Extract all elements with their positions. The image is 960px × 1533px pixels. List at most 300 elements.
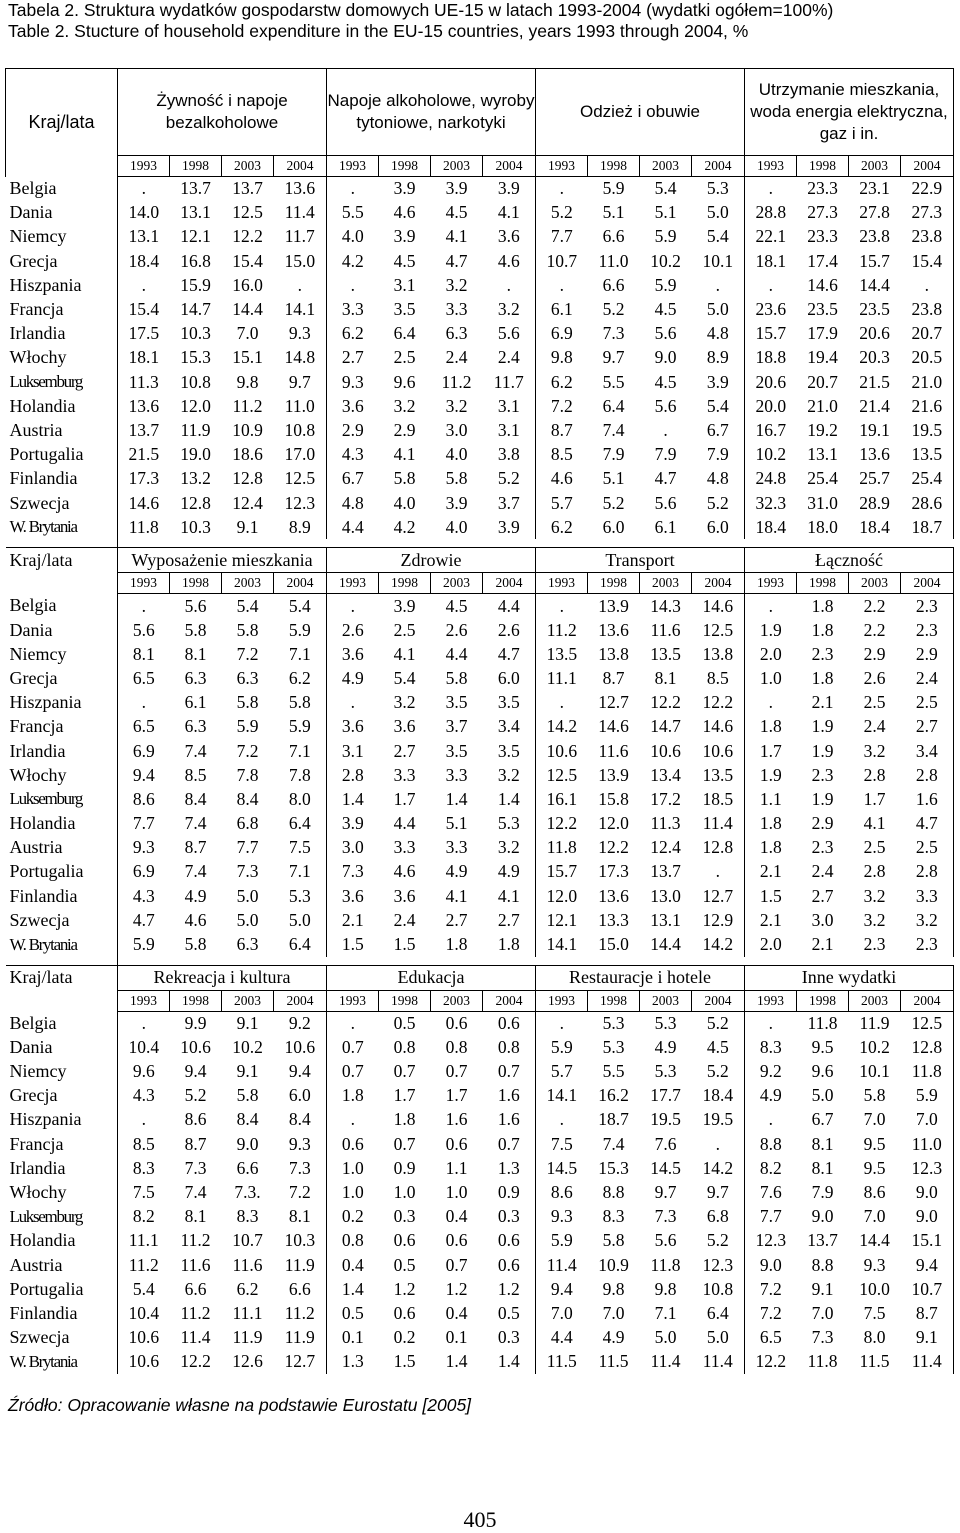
value-cell: 5.7	[550, 492, 573, 513]
category-header: Łączność	[745, 548, 954, 573]
value-cell: .	[350, 178, 355, 199]
table-row	[6, 1350, 954, 1374]
value-cell: 18.7	[598, 1109, 629, 1130]
value-cell: 9.3	[274, 1132, 327, 1156]
category-header: Edukacja	[327, 965, 536, 990]
value-cell: 5.9	[550, 1036, 573, 1057]
year-header: 1998	[588, 990, 640, 1011]
value-cell: 10.2	[859, 1036, 890, 1057]
value-cell: 2.4	[483, 346, 536, 370]
value-cell: 0.4	[445, 1206, 468, 1227]
year-header: 2004	[901, 990, 954, 1011]
value-cell: 14.1	[546, 1085, 578, 1106]
value-cell: 1.9	[811, 788, 834, 809]
value-cell: 11.6	[180, 1254, 211, 1275]
value-cell: 8.4	[236, 1109, 259, 1130]
value-cell: 2.3	[901, 932, 954, 956]
value-cell: 14.7	[180, 299, 211, 320]
value-cell: 11.2	[441, 371, 472, 392]
value-cell: 5.8	[393, 468, 416, 489]
value-cell: 8.2	[759, 1157, 782, 1178]
value-cell: 7.9	[692, 443, 745, 467]
value-cell: 12.2	[755, 1351, 787, 1372]
value-cell: 8.6	[132, 788, 155, 809]
value-cell: 5.6	[483, 322, 536, 346]
value-cell: 5.2	[483, 467, 536, 491]
year-header: 2004	[274, 156, 327, 177]
value-cell: 5.0	[654, 1327, 677, 1348]
value-cell: 17.3	[128, 468, 160, 489]
value-cell: 2.5	[863, 692, 886, 713]
value-cell: 11.0	[598, 250, 629, 271]
value-cell: 5.9	[236, 716, 259, 737]
value-cell: 11.1	[128, 1230, 159, 1251]
value-cell: 27.8	[859, 202, 890, 223]
value-cell: 6.4	[602, 395, 625, 416]
value-cell: 10.4	[128, 1302, 160, 1323]
value-cell: 8.5	[692, 666, 745, 690]
value-cell: 8.8	[811, 1254, 834, 1275]
value-cell: 15.1	[232, 347, 263, 368]
value-cell: .	[768, 178, 773, 199]
value-cell: 12.0	[598, 813, 629, 834]
value-cell: 14.6	[128, 492, 160, 513]
value-cell: 2.4	[863, 716, 886, 737]
value-cell: 4.5	[445, 595, 468, 616]
value-cell: 12.8	[901, 1035, 954, 1059]
value-cell: 7.3	[274, 1156, 327, 1180]
value-cell: 20.6	[859, 323, 890, 344]
value-cell: 5.4	[692, 394, 745, 418]
value-cell: 3.2	[393, 692, 416, 713]
value-cell: 5.3	[602, 1036, 625, 1057]
value-cell: 15.3	[180, 347, 211, 368]
value-cell: 0.7	[341, 1061, 364, 1082]
country-name: W. Brytania	[6, 515, 118, 539]
value-cell: 1.0	[341, 1182, 364, 1203]
table-row	[6, 1205, 954, 1229]
value-cell: .	[141, 692, 146, 713]
value-cell: 3.3	[393, 837, 416, 858]
value-cell: 3.1	[483, 394, 536, 418]
table-row	[6, 739, 954, 763]
country-name: Hiszpania	[6, 1108, 118, 1132]
value-cell: 2.7	[901, 715, 954, 739]
value-cell: 17.3	[598, 861, 629, 882]
value-cell: 5.2	[550, 202, 573, 223]
value-cell: 3.6	[393, 885, 416, 906]
value-cell: 5.6	[132, 619, 155, 640]
value-cell: 4.4	[393, 813, 416, 834]
country-name: W. Brytania	[6, 1350, 118, 1374]
value-cell: 11.4	[901, 1350, 954, 1374]
table-row	[6, 642, 954, 666]
value-cell: 25.7	[859, 468, 890, 489]
value-cell: 1.8	[341, 1085, 364, 1106]
value-cell: 18.0	[807, 516, 838, 537]
value-cell: 7.2	[274, 1180, 327, 1204]
value-cell: 6.4	[393, 323, 416, 344]
value-cell: 15.3	[598, 1157, 629, 1178]
value-cell: 7.9	[602, 444, 625, 465]
value-cell: 6.3	[184, 716, 207, 737]
country-name: Hiszpania	[6, 691, 118, 715]
country-name: Holandia	[6, 812, 118, 836]
value-cell: 20.3	[859, 347, 890, 368]
value-cell: 13.3	[598, 909, 629, 930]
value-cell: 17.5	[128, 323, 160, 344]
value-cell: .	[692, 1132, 745, 1156]
value-cell: 0.8	[483, 1035, 536, 1059]
value-cell: 19.0	[180, 444, 211, 465]
value-cell: 8.5	[184, 764, 207, 785]
value-cell: 5.8	[445, 468, 468, 489]
value-cell: 2.8	[901, 860, 954, 884]
value-cell: 21.5	[859, 371, 890, 392]
value-cell: 21.0	[807, 395, 838, 416]
table-row	[6, 491, 954, 515]
value-cell: 7.8	[236, 764, 259, 785]
country-name: Dania	[6, 201, 118, 225]
value-cell: 4.3	[132, 1085, 155, 1106]
value-cell: .	[663, 419, 668, 440]
value-cell: 1.7	[445, 1085, 468, 1106]
value-cell: 2.9	[811, 813, 834, 834]
table-row	[6, 297, 954, 321]
value-cell: 24.8	[755, 468, 787, 489]
value-cell: 18.1	[128, 347, 160, 368]
value-cell: 3.0	[811, 909, 834, 930]
value-cell: 18.4	[128, 250, 160, 271]
value-cell: 0.7	[341, 1036, 364, 1057]
table-row	[6, 1301, 954, 1325]
value-cell: 6.1	[654, 516, 677, 537]
value-cell: 12.2	[546, 813, 578, 834]
value-cell: 2.9	[341, 419, 364, 440]
value-cell: 0.5	[393, 1254, 416, 1275]
value-cell: 7.8	[274, 763, 327, 787]
table-row	[6, 225, 954, 249]
value-cell: 20.5	[901, 346, 954, 370]
value-cell: 3.2	[445, 274, 468, 295]
value-cell: 17.4	[807, 250, 838, 271]
value-cell: 5.4	[274, 594, 327, 618]
value-cell: 18.4	[692, 1084, 745, 1108]
gap-cell	[6, 539, 118, 548]
table-row	[6, 1132, 954, 1156]
value-cell: 9.0	[901, 1205, 954, 1229]
value-cell: 1.5	[393, 1351, 416, 1372]
value-cell: 13.1	[650, 909, 681, 930]
value-cell: 4.9	[341, 667, 364, 688]
value-cell: 21.5	[128, 444, 160, 465]
value-cell: 1.4	[483, 1350, 536, 1374]
value-cell: 20.0	[755, 395, 787, 416]
value-cell: 14.4	[859, 1230, 890, 1251]
category-header: Odzież i obuwie	[536, 69, 745, 156]
value-cell: 3.0	[341, 837, 364, 858]
value-cell: 4.4	[341, 516, 364, 537]
value-cell: 5.5	[602, 1061, 625, 1082]
value-cell: 5.6	[184, 595, 207, 616]
year-header: 2004	[274, 573, 327, 594]
value-cell: 1.6	[901, 787, 954, 811]
value-cell: 6.2	[550, 516, 573, 537]
value-cell: 11.2	[232, 395, 263, 416]
value-cell: 8.1	[654, 667, 677, 688]
value-cell: 5.3	[654, 1012, 677, 1033]
value-cell: .	[768, 692, 773, 713]
value-cell: 0.7	[445, 1061, 468, 1082]
value-cell: 10.8	[180, 371, 211, 392]
value-cell: 5.0	[811, 1085, 834, 1106]
year-header: 2003	[222, 990, 274, 1011]
category-header: Utrzymanie mieszkania, woda energia elektryczna, gaz i in.	[745, 69, 954, 156]
country-name: Austria	[6, 1253, 118, 1277]
value-cell: 10.9	[598, 1254, 629, 1275]
value-cell: 7.3.	[234, 1182, 261, 1203]
value-cell: 7.6	[654, 1133, 677, 1154]
value-cell: 5.9	[550, 1230, 573, 1251]
value-cell: .	[768, 595, 773, 616]
value-cell: 7.5	[132, 1182, 155, 1203]
value-cell: 2.1	[759, 909, 782, 930]
value-cell: 8.5	[550, 444, 573, 465]
value-cell: 0.1	[445, 1327, 468, 1348]
year-header: 1993	[536, 573, 588, 594]
value-cell: 1.0	[445, 1182, 468, 1203]
value-cell: 4.2	[341, 250, 364, 271]
value-cell: 15.7	[546, 861, 578, 882]
value-cell: 5.8	[602, 1230, 625, 1251]
country-name: W. Brytania	[6, 932, 118, 956]
value-cell: 5.9	[654, 226, 677, 247]
value-cell: 10.7	[901, 1277, 954, 1301]
value-cell: 13.5	[901, 443, 954, 467]
value-cell: 9.1	[236, 516, 259, 537]
value-cell: 6.2	[550, 371, 573, 392]
value-cell: 21.0	[901, 370, 954, 394]
value-cell: 13.4	[650, 764, 681, 785]
value-cell: 0.9	[393, 1157, 416, 1178]
value-cell: 1.9	[811, 716, 834, 737]
value-cell: 11.0	[901, 1132, 954, 1156]
value-cell: 14.6	[598, 716, 629, 737]
value-cell: 7.2	[236, 740, 259, 761]
value-cell: 0.4	[341, 1254, 364, 1275]
value-cell: 6.0	[483, 666, 536, 690]
table-row	[6, 273, 954, 297]
value-cell: 10.1	[692, 249, 745, 273]
category-header: Restauracje i hotele	[536, 965, 745, 990]
value-cell: 12.8	[232, 468, 263, 489]
value-cell: 8.3	[132, 1157, 155, 1178]
value-cell: 18.1	[755, 250, 787, 271]
value-cell: 7.4	[184, 1182, 207, 1203]
value-cell: 14.4	[232, 299, 263, 320]
value-cell: 0.8	[393, 1036, 416, 1057]
value-cell: 3.2	[863, 885, 886, 906]
value-cell: 2.9	[393, 419, 416, 440]
value-cell: 12.5	[901, 1011, 954, 1035]
value-cell: 8.0	[863, 1327, 886, 1348]
value-cell: 18.7	[901, 515, 954, 539]
value-cell: 7.1	[274, 860, 327, 884]
value-cell: 31.0	[807, 492, 838, 513]
country-name: Irlandia	[6, 1156, 118, 1180]
value-cell: 14.6	[807, 274, 838, 295]
value-cell: 6.7	[341, 468, 364, 489]
value-cell: 1.8	[811, 595, 834, 616]
value-cell: 5.4	[654, 178, 677, 199]
value-cell: 7.5	[863, 1302, 886, 1323]
value-cell: 2.6	[445, 619, 468, 640]
value-cell: 10.0	[859, 1278, 890, 1299]
block-gap	[6, 957, 954, 966]
value-cell: 5.0	[692, 201, 745, 225]
value-cell: 25.4	[807, 468, 838, 489]
value-cell: 5.4	[132, 1278, 155, 1299]
value-cell: 12.4	[232, 492, 263, 513]
value-cell: 7.0	[863, 1206, 886, 1227]
value-cell: .	[692, 273, 745, 297]
year-header: 2003	[222, 156, 274, 177]
value-cell: 10.2	[232, 1036, 263, 1057]
value-cell: 6.2	[341, 323, 364, 344]
value-cell: 2.8	[863, 764, 886, 785]
value-cell: 9.2	[274, 1011, 327, 1035]
value-cell: 9.7	[692, 1180, 745, 1204]
value-cell: 9.4	[132, 764, 155, 785]
value-cell: 0.6	[483, 1253, 536, 1277]
value-cell: 14.5	[650, 1157, 681, 1178]
value-cell: .	[141, 274, 146, 295]
value-cell: 15.4	[128, 299, 160, 320]
value-cell: 10.7	[546, 250, 578, 271]
value-cell: 4.9	[483, 860, 536, 884]
value-cell: 5.0	[692, 297, 745, 321]
value-cell: 10.8	[692, 1277, 745, 1301]
value-cell: 15.7	[755, 323, 787, 344]
value-cell: 5.1	[602, 468, 625, 489]
value-cell: 1.2	[445, 1278, 468, 1299]
value-cell: .	[768, 1109, 773, 1130]
value-cell: 3.2	[483, 297, 536, 321]
table-row	[6, 1229, 954, 1253]
value-cell: 12.1	[546, 909, 578, 930]
value-cell: 3.9	[341, 813, 364, 834]
page-number: 405	[463, 1507, 497, 1532]
value-cell: 7.3	[184, 1157, 207, 1178]
value-cell: 5.3	[602, 1012, 625, 1033]
value-cell: 5.9	[274, 618, 327, 642]
year-header: 1998	[588, 156, 640, 177]
value-cell: 11.4	[692, 812, 745, 836]
gap-cell	[118, 957, 954, 966]
value-cell: 23.8	[901, 297, 954, 321]
country-name: Luksemburg	[6, 1205, 118, 1229]
value-cell: 8.4	[184, 788, 207, 809]
value-cell: 7.4	[184, 861, 207, 882]
value-cell: 1.2	[393, 1278, 416, 1299]
value-cell: 4.5	[393, 250, 416, 271]
value-cell: 2.5	[393, 619, 416, 640]
value-cell: 3.8	[483, 443, 536, 467]
value-cell: 2.7	[341, 347, 364, 368]
value-cell: 23.1	[859, 178, 890, 199]
value-cell: 6.4	[274, 932, 327, 956]
value-cell: 13.6	[128, 395, 160, 416]
value-cell: 12.9	[692, 908, 745, 932]
value-cell: 4.1	[445, 226, 468, 247]
value-cell: 6.3	[445, 323, 468, 344]
value-cell: 9.0	[901, 1180, 954, 1204]
value-cell: 5.2	[692, 1060, 745, 1084]
value-cell: 11.4	[180, 1327, 211, 1348]
value-cell: 8.1	[184, 643, 207, 664]
value-cell: 23.5	[807, 299, 838, 320]
value-cell: .	[559, 1109, 564, 1130]
value-cell: 5.1	[654, 202, 677, 223]
value-cell: 10.2	[755, 444, 787, 465]
country-name: Portugalia	[6, 1277, 118, 1301]
value-cell: 13.8	[598, 643, 629, 664]
value-cell: 15.0	[598, 934, 629, 955]
value-cell: 2.5	[901, 691, 954, 715]
value-cell: 1.4	[483, 787, 536, 811]
category-header: Wyposażenie mieszkania	[118, 548, 327, 573]
value-cell: 4.7	[901, 812, 954, 836]
value-cell: 4.9	[184, 885, 207, 906]
value-cell: 9.6	[132, 1061, 155, 1082]
value-cell: 5.0	[236, 909, 259, 930]
value-cell: 11.7	[483, 370, 536, 394]
table-row	[6, 715, 954, 739]
value-cell: .	[350, 595, 355, 616]
year-header: 1993	[745, 990, 797, 1011]
value-cell: 1.7	[863, 788, 886, 809]
value-cell: 13.5	[650, 643, 681, 664]
value-cell: 12.3	[274, 491, 327, 515]
table-row	[6, 1060, 954, 1084]
value-cell: 5.3	[692, 177, 745, 201]
value-cell: 9.7	[602, 347, 625, 368]
value-cell: 7.4	[184, 740, 207, 761]
value-cell: 4.6	[393, 202, 416, 223]
value-cell: 0.7	[483, 1060, 536, 1084]
value-cell: 19.5	[650, 1109, 681, 1130]
value-cell: 3.1	[393, 274, 416, 295]
value-cell: 11.2	[128, 1254, 159, 1275]
value-cell: 32.3	[755, 492, 787, 513]
value-cell: 9.5	[863, 1157, 886, 1178]
value-cell: 5.2	[692, 1229, 745, 1253]
value-cell: 10.6	[692, 739, 745, 763]
value-cell: .	[141, 1109, 146, 1130]
value-cell: 3.3	[901, 884, 954, 908]
value-cell: 5.5	[341, 202, 364, 223]
category-header-row	[6, 69, 954, 156]
value-cell: .	[901, 273, 954, 297]
value-cell: 7.3	[811, 1327, 834, 1348]
value-cell: 7.0	[602, 1302, 625, 1323]
value-cell: 9.3	[341, 371, 364, 392]
value-cell: 3.6	[341, 643, 364, 664]
value-cell: 11.8	[546, 837, 577, 858]
year-header: 1993	[536, 156, 588, 177]
value-cell: 13.7	[650, 861, 681, 882]
value-cell: .	[350, 274, 355, 295]
